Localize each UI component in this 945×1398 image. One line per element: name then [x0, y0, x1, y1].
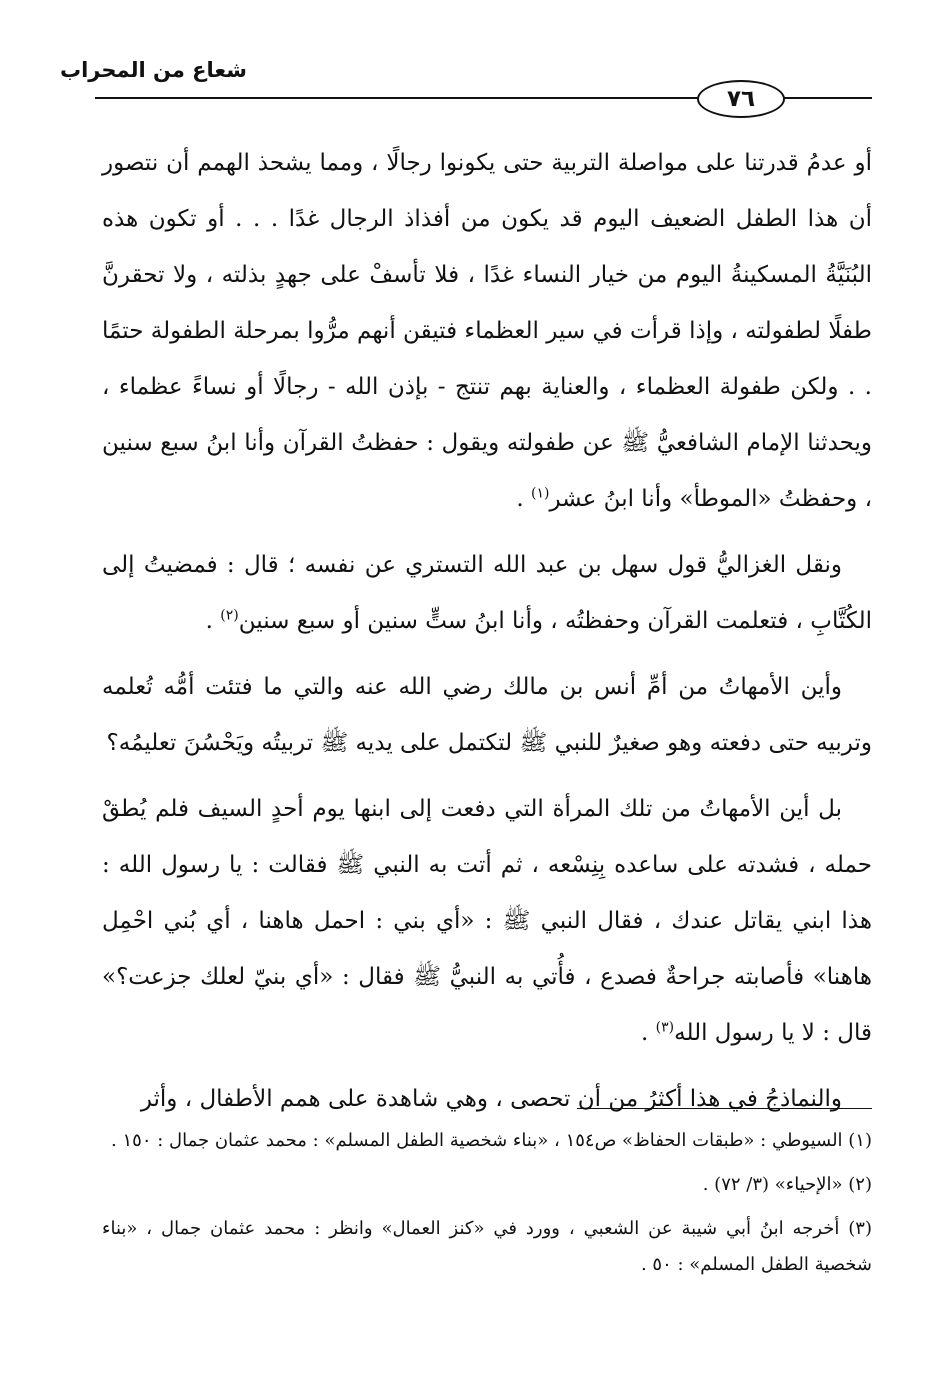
paragraph: أو عدمُ قدرتنا على مواصلة التربية حتى يكونوا رجالًا ، ومما يشحذ الهمم أن نتصور أن هذا الطفل الضعيف اليوم قد يكون من أفذاذ الرجال غدًا . . . أو تكون هذه البُنَيَّةُ المسكينةُ اليوم من خيار النساء غدًا ، فلا تأسفْ على جهدٍ بذلته ، ولا تحقرنَّ طفلًا لطفولته ، وإذا قرأت في سير العظماء فتيقن أنهم مرُّوا بمرحلة الطفولة حتمًا . . ولكن طفولة العظماء ، والعناية بهم تنتج - بإذن الله - رجالًا أو نساءً عظماء ، ويحدثنا الإمام الشافعيُّ ﷺ عن طفولته ويقول : حفظتُ القرآن وأنا ابنُ سبع سنين ، وحفظتُ «الموطأ» وأنا ابنُ عشر$^{(١)}$ . [102, 150, 872, 512]
footnote-marker: (٢) [220, 607, 239, 624]
paragraph: والنماذجُ في هذا أكثرُ من أن تحصى ، وهي شاهدة على همم الأطفال ، وأثر [140, 1086, 842, 1112]
paragraph: ونقل الغزاليُّ قول سهل بن عبد الله التستري عن نفسه ؛ قال : فمضيتُ إلى الكُتَّابِ ، فتعلمت القرآن وحفظتُه ، وأنا ابنُ ستٍّ سنين أو سبع سنين$^{(٢)}$ . [102, 552, 872, 634]
paragraph: بل أين الأمهاتُ من تلك المرأة التي دفعت إلى ابنها يوم أحدٍ السيف فلم يُطقْ حمله ، فشدته على ساعده بِنِسْعه ، ثم أتت به النبي ﷺ فقالت : يا رسول الله : هذا ابني يقاتل عندك ، فقال النبي ﷺ : «أي بني : احمل هاهنا ، أي بُني احْمِل هاهنا» فأصابته جراحةٌ فصدع ، فأُتي به النبيُّ ﷺ فقال : «أي بنيّ لعلك جزعت؟» قال : لا يا رسول الله$^{(٣)}$ . [102, 796, 872, 1046]
footnote-separator [577, 1108, 872, 1109]
page-number: ٧٦ [697, 80, 785, 118]
footnote: (١) السيوطي : «طبقات الحفاظ» ص١٥٤ ، «بناء شخصية الطفل المسلم» : محمد عثمان جمال : ١٥٠ . [111, 1130, 872, 1151]
paragraph: وأين الأمهاتُ من أمِّ أنس بن مالك رضي الله عنه والتي ما فتئت أمُّه تُعلمه وتربيه حتى دفعته وهو صغيرٌ للنبي ﷺ لتكتمل على يديه ﷺ تربيتُه ويَحْسُنَ تعليمُه؟ [102, 674, 872, 756]
footnote-marker: (١) [530, 485, 550, 502]
footnote: (٢) «الإحياء» (٣/ ٧٢) . [702, 1174, 872, 1195]
footnote: (٣) أخرجه ابنُ أبي شيبة عن الشعبي ، وورد في «كنز العمال» وانظر : محمد عثمان جمال ، «بناء شخصية الطفل المسلم» : ٥٠ . [102, 1218, 872, 1275]
main-text [102, 135, 872, 1137]
footnotes [102, 1123, 872, 1291]
footnote-marker: (٣) [655, 1019, 675, 1036]
running-header-title: شعاع من المحراب [60, 58, 247, 82]
